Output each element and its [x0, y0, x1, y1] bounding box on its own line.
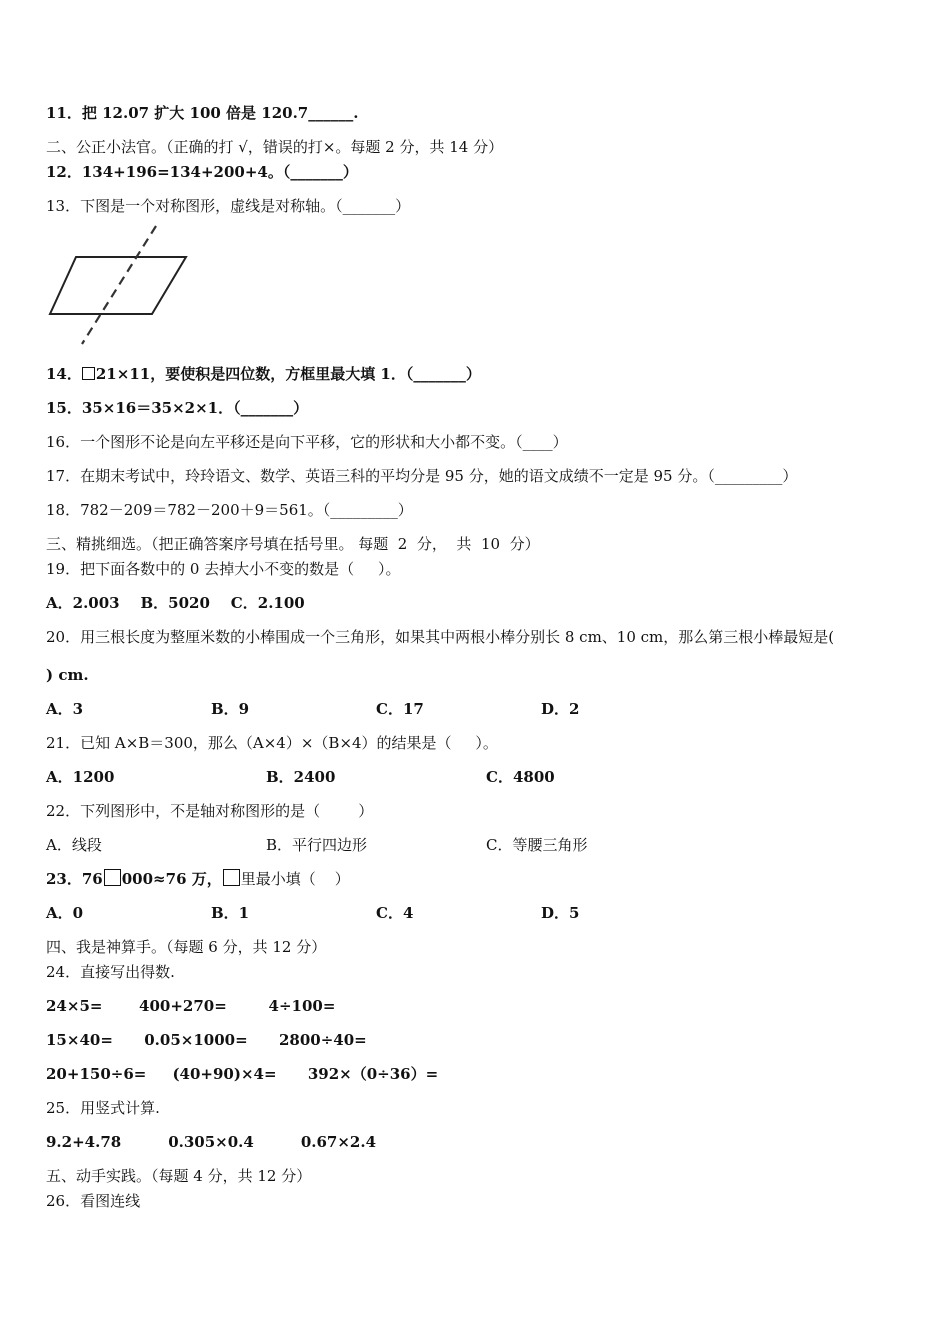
q21-option-b: B．2400 — [266, 768, 336, 786]
question-13: 13．下图是一个对称图形，虚线是对称轴。（_______） — [46, 197, 411, 215]
q24-row-1: 24×5= 400+270= 4÷100= — [46, 997, 336, 1015]
question-21: 21．已知 A×B＝300，那么（A×4）×（B×4）的结果是（ ）。 — [46, 734, 498, 752]
q20-option-d: D．2 — [541, 700, 580, 718]
q24-row-3: 20+150÷6= (40+90)×4= 392×（0÷36）= — [46, 1065, 439, 1083]
symmetry-axis-dashed — [82, 226, 156, 344]
question-20-line-1: 20．用三根长度为整厘米数的小棒围成一个三角形，如果其中两根小棒分别长 8 cm、10 cm，那么第三根小棒最短是( — [46, 628, 835, 646]
q20-option-c: C．17 — [376, 700, 424, 718]
question-18: 18．782－209＝782－200＋9＝561。（_________） — [46, 501, 413, 519]
q22-option-b: B．平行四边形 — [266, 836, 368, 854]
q23-option-d: D．5 — [541, 904, 580, 922]
question-11: 11．把 12.07 扩大 100 倍是 120.7______. — [46, 104, 359, 122]
question-19-options: A．2.003 B．5020 C．2.100 — [46, 594, 305, 612]
question-24: 24．直接写出得数. — [46, 963, 175, 981]
section-5-heading: 五、动手实践。（每题 4 分，共 12 分） — [46, 1167, 312, 1185]
q21-option-c: C．4800 — [486, 768, 555, 786]
question-15: 15．35×16＝35×2×1．（_______） — [46, 399, 309, 417]
question-14-text: 21×11，要使积是四位数，方框里最大填 1．（_______） — [95, 365, 481, 383]
question-14 — [46, 365, 481, 383]
q20-option-a: A．3 — [46, 700, 84, 718]
parallelogram-figure — [44, 222, 194, 347]
q23-option-a: A．0 — [46, 904, 84, 922]
q22-option-a: A．线段 — [46, 836, 102, 854]
question-14-number: 14． — [46, 365, 82, 383]
question-26: 26．看图连线 — [46, 1192, 141, 1210]
blank-square-icon — [82, 367, 95, 380]
question-19: 19．把下面各数中的 0 去掉大小不变的数是（ ）。 — [46, 560, 401, 578]
section-2-heading: 二、公正小法官。（正确的打 √，错误的打×。每题 2 分，共 14 分） — [46, 138, 504, 156]
blank-square-icon — [223, 869, 240, 886]
question-22: 22．下列图形中，不是轴对称图形的是（ ） — [46, 802, 374, 820]
q22-option-c: C．等腰三角形 — [486, 836, 588, 854]
question-23-part-c: 里最小填（ ） — [240, 870, 350, 888]
section-3-heading: 三、精挑细选。（把正确答案序号填在括号里。 每题 2 分， 共 10 分） — [46, 535, 540, 553]
blank-square-icon — [104, 869, 121, 886]
question-25: 25．用竖式计算. — [46, 1099, 160, 1117]
question-12: 12．134+196=134+200+4。（_______） — [46, 163, 358, 181]
q21-option-a: A．1200 — [46, 768, 115, 786]
parallelogram — [50, 257, 186, 314]
q24-row-2: 15×40= 0.05×1000= 2800÷40= — [46, 1031, 367, 1049]
question-16: 16．一个图形不论是向左平移还是向下平移，它的形状和大小都不变。（____） — [46, 433, 568, 451]
q23-option-b: B．1 — [211, 904, 250, 922]
q23-option-c: C．4 — [376, 904, 414, 922]
q20-option-b: B．9 — [211, 700, 250, 718]
question-20-line-2: ) cm. — [46, 666, 89, 684]
section-4-heading: 四、我是神算手。（每题 6 分，共 12 分） — [46, 938, 327, 956]
question-23 — [46, 869, 350, 888]
q25-row-1: 9.2+4.78 0.305×0.4 0.67×2.4 — [46, 1133, 377, 1151]
question-23-part-a: 23．76 — [46, 870, 103, 888]
question-23-part-b: 000≈76 万， — [121, 870, 222, 888]
question-17: 17．在期末考试中，玲玲语文、数学、英语三科的平均分是 95 分，她的语文成绩不一定是 95 分。（_________） — [46, 467, 798, 485]
